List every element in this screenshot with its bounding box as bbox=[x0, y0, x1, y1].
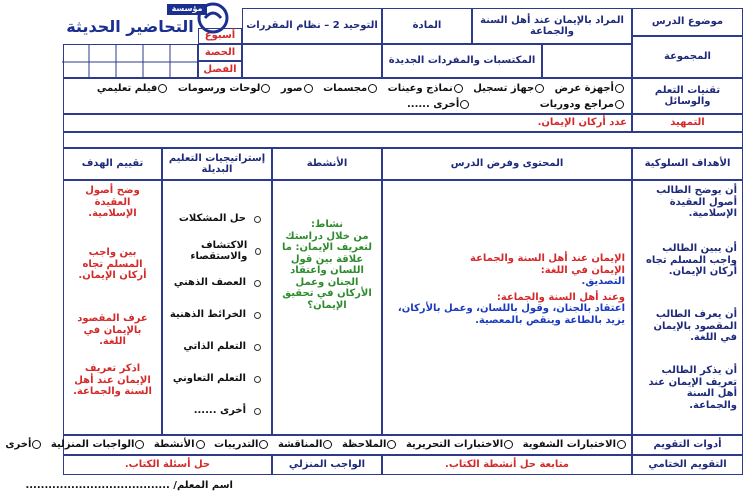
activities-column bbox=[272, 180, 382, 435]
content-header: المحتوى وفرض الدرس bbox=[382, 148, 632, 180]
objective-item: أن يوضح الطالب أصول العقيدة الإسلامية. bbox=[656, 185, 737, 219]
tool-option[interactable] bbox=[407, 99, 470, 110]
lesson-topic-label: موضوع الدرس bbox=[632, 8, 743, 36]
tool-option-label: مراجع ودوريات bbox=[539, 99, 614, 110]
tool-option[interactable] bbox=[555, 83, 625, 94]
tools-options bbox=[63, 78, 632, 114]
eval-option-label: الواجبات المنزلية bbox=[50, 439, 135, 450]
objectives-header: الأهداف السلوكية bbox=[632, 148, 743, 180]
lesson-topic-value: المراد بالإيمان عند أهل السنة والجماعة bbox=[472, 8, 632, 44]
subject-value: التوحيد 2 – نظام المقررات bbox=[242, 8, 382, 44]
tool-option-label: أخرى ...... bbox=[406, 99, 460, 110]
strategy-item[interactable] bbox=[169, 203, 261, 235]
radio-icon bbox=[158, 84, 167, 93]
activity-title: نشاط: bbox=[310, 219, 344, 230]
eval-option-label: الاختبارات الشفوية bbox=[522, 439, 616, 450]
eval-option[interactable] bbox=[5, 439, 42, 450]
circle-icon bbox=[254, 344, 261, 351]
tool-option-label: فيلم تعليمي bbox=[96, 83, 158, 94]
tools-label: تقنيات التعلم والوسائل bbox=[632, 78, 743, 114]
logo-top-text: مؤسسة bbox=[171, 4, 203, 13]
radio-icon bbox=[387, 440, 396, 449]
eval-option-label: المناقشة bbox=[277, 439, 323, 450]
objective-item: أن يعرف الطالب المقصود بالإيمان في اللغة. bbox=[653, 309, 737, 343]
logo-main-text: التحاضير الحديثة bbox=[66, 17, 194, 36]
eval-option[interactable] bbox=[154, 439, 206, 450]
strategy-item[interactable] bbox=[169, 299, 261, 331]
radio-icon bbox=[504, 440, 513, 449]
circle-icon bbox=[254, 280, 261, 287]
eval-option-label: أخرى bbox=[5, 439, 32, 450]
strategy-label: التعلم الذاتي bbox=[183, 341, 246, 353]
radio-icon bbox=[32, 440, 41, 449]
evaluation-column bbox=[63, 180, 162, 435]
content-column bbox=[382, 180, 632, 435]
eval-option[interactable] bbox=[278, 439, 334, 450]
radio-icon bbox=[259, 440, 268, 449]
evaluation-item: بين واجب المسلم تجاه أركان الإيمان. bbox=[78, 247, 147, 281]
teacher-label: اسم المعلم/ bbox=[173, 480, 233, 491]
evaluation-item: عرف المقصود بالإيمان في اللغة. bbox=[77, 313, 148, 347]
teacher-name-line bbox=[25, 480, 233, 496]
strategy-item[interactable] bbox=[169, 363, 261, 395]
objective-item: أن يبين الطالب واجب المسلم تجاه أركان الإيمان. bbox=[645, 243, 737, 277]
homework-label: الواجب المنزلي bbox=[272, 455, 382, 475]
strategy-label: أخرى ...... bbox=[193, 405, 246, 417]
subject-label: المادة bbox=[382, 8, 472, 44]
strategy-item[interactable] bbox=[169, 267, 261, 299]
radio-icon bbox=[196, 440, 205, 449]
intro-label: التمهيد bbox=[632, 114, 743, 132]
tool-option-label: أجهزة عرض bbox=[554, 83, 614, 94]
tool-option-label: مجسمات bbox=[323, 83, 368, 94]
strategy-item[interactable] bbox=[169, 235, 261, 267]
strategies-header: إستراتيجيات التعليم البديلة bbox=[162, 148, 272, 180]
final-value: متابعة حل أنشطة الكتاب. bbox=[382, 455, 632, 475]
tool-option[interactable] bbox=[97, 83, 168, 94]
class-label: الفصل bbox=[198, 61, 242, 78]
tool-option-label: صور bbox=[280, 83, 303, 94]
intro-value: عدد أركان الإيمان. bbox=[63, 114, 632, 132]
eval-option[interactable] bbox=[51, 439, 146, 450]
radio-icon bbox=[535, 84, 544, 93]
tool-option-label: نماذج وعينات bbox=[387, 83, 453, 94]
evaluation-header: تقييم الهدف bbox=[63, 148, 162, 180]
tool-option[interactable] bbox=[473, 83, 545, 94]
eval-option[interactable] bbox=[523, 439, 627, 450]
strategies-column bbox=[162, 180, 272, 435]
strategy-item[interactable] bbox=[169, 331, 261, 363]
radio-icon bbox=[460, 100, 469, 109]
strategy-label: الخرائط الذهنية bbox=[169, 309, 246, 321]
eval-option-label: التدريبات bbox=[214, 439, 259, 450]
radio-icon bbox=[261, 84, 270, 93]
tool-option-label: جهاز تسجيل bbox=[473, 83, 535, 94]
radio-icon bbox=[323, 440, 332, 449]
spacer-row bbox=[63, 132, 743, 148]
tool-option[interactable] bbox=[323, 83, 378, 94]
evaluation-item: وضح أصول العقيدة الإسلامية. bbox=[85, 185, 140, 219]
circle-icon bbox=[254, 376, 261, 383]
radio-icon bbox=[615, 100, 624, 109]
objectives-column bbox=[632, 180, 743, 435]
tool-option-label: لوحات ورسومات bbox=[177, 83, 261, 94]
radio-icon bbox=[304, 84, 313, 93]
radio-icon bbox=[615, 84, 624, 93]
circle-icon bbox=[254, 312, 261, 319]
radio-icon bbox=[135, 440, 144, 449]
strategy-label: الاكتشاف والاستقصاء bbox=[190, 239, 248, 262]
content-line: الإيمان عند أهل السنة والجماعة bbox=[470, 253, 625, 264]
strategy-label: التعلم التعاوني bbox=[172, 373, 246, 385]
objective-item: أن يذكر الطالب تعريف الإيمان عند أهل السنة والجماعة. bbox=[648, 365, 737, 411]
radio-icon bbox=[454, 84, 463, 93]
homework-value: حل أسئلة الكتاب. bbox=[63, 455, 272, 475]
radio-icon bbox=[368, 84, 377, 93]
activity-text: من خلال دراستك لتعريف الإيمان: ما علاقة بين قول اللسان واعتقاد الجنان وعمل الأركان في تحقيق الإيمان؟ bbox=[282, 230, 372, 311]
group-value bbox=[542, 44, 632, 78]
gains-label: المكتسبات والمفردات الجديدة bbox=[382, 44, 542, 78]
gains-value bbox=[242, 44, 382, 78]
eval-option-label: الأنشطة bbox=[153, 439, 195, 450]
content-line: وعند أهل السنة والجماعة: bbox=[496, 291, 625, 303]
strategy-label: العصف الذهني bbox=[173, 277, 246, 289]
content-line: اعتقاد بالجنان، وقول باللسان، وعمل بالأركان، يزيد بالطاعة وينقص بالمعصية. bbox=[397, 303, 625, 326]
circle-icon bbox=[255, 248, 261, 255]
radio-icon bbox=[617, 440, 626, 449]
tool-option[interactable] bbox=[178, 83, 272, 94]
eval-option[interactable] bbox=[342, 439, 398, 450]
strategy-item[interactable] bbox=[169, 395, 261, 427]
content-line: التصديق. bbox=[581, 276, 625, 287]
circle-icon bbox=[254, 408, 261, 415]
eval-option-label: الاختبارات التحريرية bbox=[405, 439, 504, 450]
period-label: الحصة bbox=[198, 44, 242, 61]
eval-option-label: الملاحظة bbox=[341, 439, 387, 450]
tool-option[interactable] bbox=[540, 99, 625, 110]
tool-option[interactable] bbox=[281, 83, 314, 94]
evaluation-tools-label: أدوات التقويم bbox=[632, 435, 743, 455]
eval-option[interactable] bbox=[406, 439, 514, 450]
final-label: التقويم الختامي bbox=[632, 455, 743, 475]
week-label: أسبوع bbox=[198, 28, 242, 44]
schedule-grid bbox=[63, 44, 198, 78]
circle-icon bbox=[254, 216, 261, 223]
tool-option[interactable] bbox=[388, 83, 464, 94]
evaluation-item: اذكر تعريف الإيمان عند أهل السنة والجماعة. bbox=[73, 363, 152, 397]
strategy-label: حل المشكلات bbox=[178, 213, 246, 225]
group-label: المجموعة bbox=[632, 36, 743, 78]
eval-option[interactable] bbox=[214, 439, 269, 450]
teacher-dots[interactable]: ...................................... bbox=[25, 480, 170, 491]
schedule-grid-lines bbox=[62, 45, 197, 79]
content-line: الإيمان في اللغة: bbox=[540, 264, 625, 276]
activities-header: الأنشطة bbox=[272, 148, 382, 180]
evaluation-tools-options bbox=[5, 435, 632, 455]
